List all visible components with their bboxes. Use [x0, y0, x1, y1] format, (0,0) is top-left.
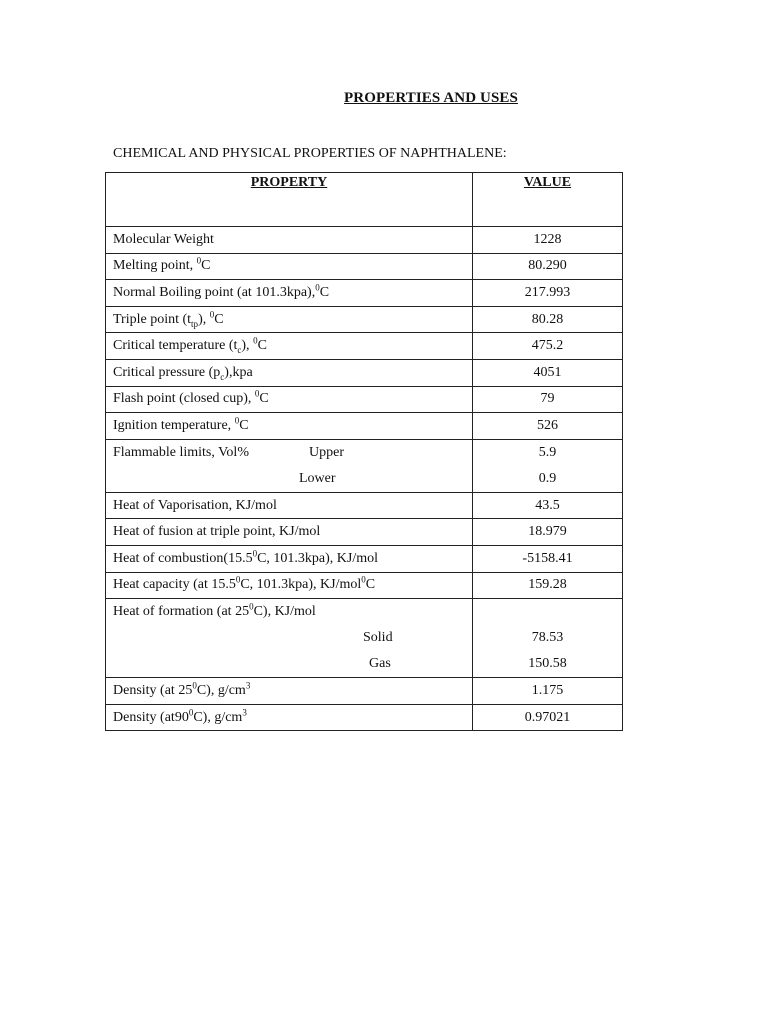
value-flammable-lower: 0.9	[538, 470, 557, 486]
formation-gas-label: Gas	[369, 656, 391, 672]
header-property: PROPERTY	[106, 173, 473, 227]
property-heat-of-fusion: Heat of fusion at triple point, KJ/mol	[106, 519, 473, 546]
table-row	[106, 545, 623, 572]
table-row	[106, 253, 623, 280]
value-heat-capacity: 159.28	[473, 572, 623, 599]
property-ignition-temperature: Ignition temperature, $^0$C	[106, 413, 473, 440]
value-formation-gas: 150.58	[528, 656, 567, 672]
formation-solid-label: Solid	[363, 630, 393, 646]
property-critical-pressure: Critical pressure $(p_c),kpa$	[106, 359, 473, 386]
table-row	[106, 492, 623, 519]
property-boiling-point: Normal Boiling point (at 101.3kpa),$^0$C	[106, 280, 473, 307]
value-flammable-upper: 5.9	[538, 444, 557, 460]
property-flash-point: Flash point (closed cup), $^0$C	[106, 386, 473, 413]
table-row	[106, 227, 623, 254]
table-row	[106, 280, 623, 307]
property-critical-temperature: Critical temperature $(t_c)$, $^0$C	[106, 333, 473, 360]
value-flash-point: 79	[473, 386, 623, 413]
table-row	[106, 599, 623, 678]
properties-table	[105, 172, 623, 731]
table-row	[106, 386, 623, 413]
table-row	[106, 306, 623, 333]
property-flammable-limits: Flammable limits, Vol% Upper Lower	[106, 439, 473, 492]
value-critical-pressure: 4051	[473, 359, 623, 386]
property-triple-point: Triple point $(t_{tp})$, $^0$C	[106, 306, 473, 333]
table-row	[106, 413, 623, 440]
value-molecular-weight: 1228	[473, 227, 623, 254]
property-heat-of-formation: Heat of formation (at $25^0C$), KJ/mol Solid Gas	[106, 599, 473, 678]
value-heat-of-formation	[473, 599, 623, 678]
property-melting-point: Melting point, $^0$C	[106, 253, 473, 280]
table-header-row	[106, 173, 623, 227]
value-heat-of-combustion: -5158.41	[473, 545, 623, 572]
value-heat-of-vaporisation: 43.5	[473, 492, 623, 519]
table-row	[106, 678, 623, 705]
property-heat-of-combustion: Heat of combustion(15.5$^0$C, 101.3kpa), KJ/mol	[106, 545, 473, 572]
value-critical-temperature: 475.2	[473, 333, 623, 360]
property-density-90: Density $(at90^0C)$, $g/cm^3$	[106, 704, 473, 731]
value-flammable-limits	[473, 439, 623, 492]
table-row	[106, 333, 623, 360]
page-title: PROPERTIES AND USES	[344, 90, 518, 106]
property-heat-capacity: Heat capacity (at 15.5$^0$C, 101.3kpa), KJ/mol$^0$C	[106, 572, 473, 599]
table-row	[106, 572, 623, 599]
value-melting-point: 80.290	[473, 253, 623, 280]
header-value: VALUE	[473, 173, 623, 227]
table-row	[106, 439, 623, 492]
property-heat-of-vaporisation: Heat of Vaporisation, KJ/mol	[106, 492, 473, 519]
value-triple-point: 80.28	[473, 306, 623, 333]
table-row	[106, 359, 623, 386]
property-density-25: Density (at $25^0C$), $g/cm^3$	[106, 678, 473, 705]
table-row	[106, 704, 623, 731]
table-caption: CHEMICAL AND PHYSICAL PROPERTIES OF NAPHTHALENE:	[113, 146, 507, 161]
value-ignition-temperature: 526	[473, 413, 623, 440]
value-formation-solid: 78.53	[531, 630, 564, 646]
flammable-lower-label: Lower	[299, 470, 336, 486]
value-density-90: 0.97021	[473, 704, 623, 731]
value-heat-of-fusion: 18.979	[473, 519, 623, 546]
table-row	[106, 519, 623, 546]
value-boiling-point: 217.993	[473, 280, 623, 307]
value-density-25: 1.175	[473, 678, 623, 705]
property-molecular-weight: Molecular Weight	[106, 227, 473, 254]
flammable-upper-label: Upper	[309, 444, 344, 460]
